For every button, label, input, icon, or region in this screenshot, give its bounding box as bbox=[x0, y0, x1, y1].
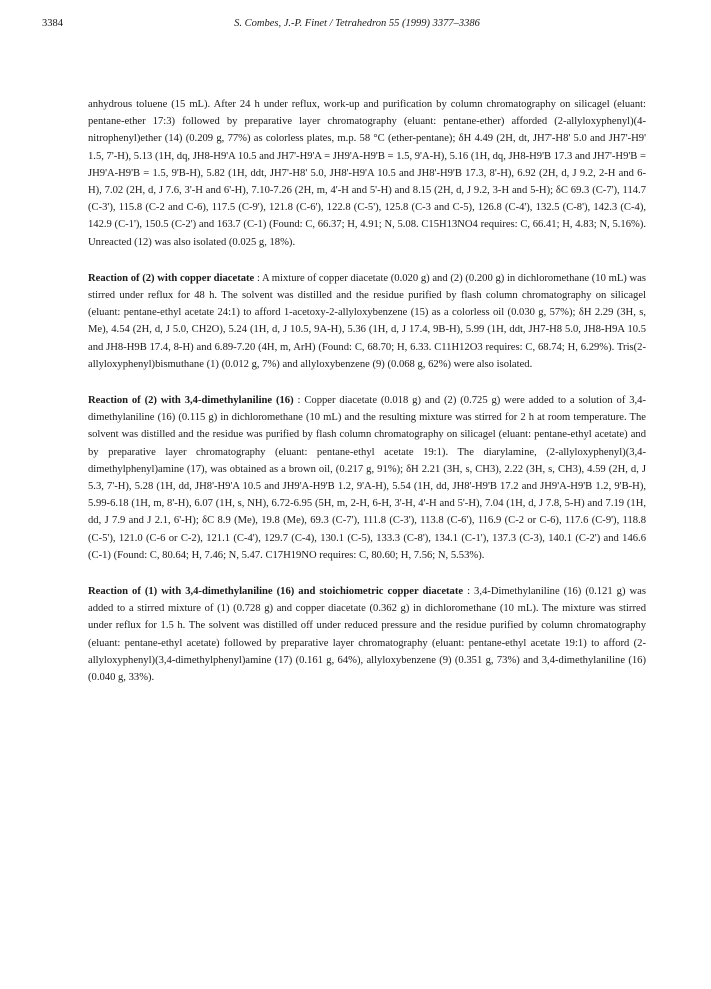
article-body bbox=[88, 96, 646, 705]
running-title: S. Combes, J.-P. Finet / Tetrahedron 55 (1999) 3377–3386 bbox=[234, 18, 480, 29]
paragraph-continuation bbox=[88, 96, 646, 251]
page-header bbox=[42, 18, 672, 34]
paragraph-text: : Copper diacetate (0.018 g) and (2) (0.725 g) were added to a solution of 3,4-dimethylaniline (16) (0.115 g) in dichloromethane (10 mL) and the resulting mixture was stirred for 2 h at room temperature. The solvent was distilled and the residue was purified by flash column chromatography on silicagel (eluant: pentane-ethyl acetate) and by preparative layer chromatography (eluant: pentane-ethyl acetate 19:1). The diarylamine, (2-allyloxyphenyl)(3,4-dimethylphenyl)amine (17), was obtained as a brown oil, (0.217 g, 91%); δH 2.21 (3H, s, CH3), 2.22 (3H, s, CH3), 4.59 (2H, d, J 5.3, 7'-H), 5.28 (1H, dd, JH8'-H9'A 10.5 and JH9'A-H9'B 1.2, 9'A-H), 5.54 (1H, dd, JH8'-H9'B 17.2 and JH9'A-H9'B 1.2, 9'B-H), 5.99-6.18 (1H, m, 8'-H), 6.07 (1H, s, NH), 6.72-6.95 (5H, m, 2-H, 6-H, 3'-H, 4'-H and 5'-H), 7.04 (1H, d, J 7.8, 5-H) and 7.19 (1H, dd, J 7.9 and J 2.1, 6'-H); δC 8.9 (Me), 19.8 (Me), 69.3 (C-7'), 111.8 (C-3'), 113.8 (C-6'), 116.9 (C-2 or C-6), 117.6 (C-9'), 118.8 (C-5'), 121.0 (C-6 or C-2), 121.1 (C-4'), 129.7 (C-4), 130.1 (C-5), 133.3 (C-8'), 134.1 (C-1'), 137.3 (C-3), 140.1 (C-2') and 146.6 (C-1) (Found: C, 80.64; H, 7.46; N, 5.47. C17H19NO requires: C, 80.60; H, 7.56; N, 5.53%). bbox=[88, 395, 646, 561]
paragraph-text: : 3,4-Dimethylaniline (16) (0.121 g) was added to a stirred mixture of (1) (0.728 g) and copper diacetate (0.362 g) in dichloromethane (10 mL). The mixture was stirred under reflux for 1.5 h. The solvent was distilled off under reduced pressure and the residue purified by column chromatography (eluant: pentane-ethyl acetate) followed by preparative layer chromatography (eluant: pentane-ethyl acetate 19:1) to afford (2-allyloxyphenyl)(3,4-dimethylphenyl)amine (17) (0.161 g, 64%), allyloxybenzene (9) (0.351 g, 73%) and 3,4-dimethylaniline (16) (0.040 g, 33%). bbox=[88, 586, 646, 684]
paragraph-stoichiometric bbox=[88, 583, 646, 686]
paragraph-heading: Reaction of (2) with 3,4-dimethylaniline (16) bbox=[88, 395, 294, 407]
paragraph-heading: Reaction of (2) with copper diacetate bbox=[88, 272, 255, 284]
paragraph-copper-diacetate bbox=[88, 270, 646, 373]
paragraph-heading: Reaction of (1) with 3,4-dimethylaniline (16) and stoichiometric copper diacetate bbox=[88, 586, 464, 598]
paragraph-text: anhydrous toluene (15 mL). After 24 h under reflux, work-up and purification by column chromatography on silicagel (eluant: pentane-ether 17:3) followed by preparative layer chromatography (eluant: pentane-ether) afforded (2-allyloxyphenyl)(4-nitrophenyl)ether (14) (0.209 g, 77%) as colorless plates, m.p. 58 °C (ether-pentane); δH 4.49 (2H, dt, JH7'-H8' 5.0 and JH7'-H9' 1.5, 7'-H), 5.13 (1H, dq, JH8-H9'A 10.5 and JH7'-H9'A = JH9'A-H9'B = 1.5, 9'A-H), 5.16 (1H, dq, JH8-H9'B 17.3 and JH7'-H9'B = JH9'A-H9'B = 1.5, 9'B-H), 5.82 (1H, ddt, JH7'-H8' 5.0, JH8'-H9'A 10.5 and JH8'-H9'B 17.3, 8'-H), 6.92 (2H, d, J 9.2, 2-H and 6-H), 7.02 (2H, d, J 7.6, 3'-H and 6'-H), 7.10-7.26 (2H, m, 4'-H and 5'-H) and 8.15 (2H, d, J 9.2, 3-H and 5-H); δC 69.3 (C-7'), 114.7 (C-3'), 115.8 (C-2 and C-6), 117.5 (C-9'), 121.8 (C-6'), 122.8 (C-5'), 125.8 (C-3 and C-5), 126.8 (C-4'), 132.5 (C-8'), 142.3 (C-4), 142.9 (C-1'), 150.5 (C-2') and 163.7 (C-1) (Found: C, 66.37; H, 4.91; N, 5.08. C15H13NO4 requires: C, 66.41; H, 4.83; N, 5.16%). Unreacted (12) was also isolated (0.025 g, 18%). bbox=[88, 99, 646, 248]
paragraph-dimethylaniline bbox=[88, 392, 646, 564]
paragraph-text: : A mixture of copper diacetate (0.020 g) and (2) (0.200 g) in dichloromethane (10 mL) was stirred under reflux for 48 h. The solvent was distilled and the residue purified by flash column chromatography on silicagel (eluant: pentane-ethyl acetate 24:1) to afford 1-acetoxy-2-allyloxybenzene (15) as a colorless oil (0.030 g, 57%); δH 2.29 (3H, s, Me), 4.54 (2H, d, J 5.0, CH2O), 5.24 (1H, d, J 10.5, 9A-H), 5.36 (1H, d, J 17.4, 9B-H), 5.99 (1H, ddt, JH7-H8 5.0, JH8-H9A 10.5 and JH8-H9B 17.4, 8-H) and 6.89-7.20 (4H, m, ArH) (Found: C, 68.70; H, 6.33. C11H12O3 requires: C, 68.74; H, 6.29%). Tris(2-allyloxyphenyl)bismuthane (1) (0.012 g, 7%) and allyloxybenzene (9) (0.068 g, 62%) were also isolated. bbox=[88, 272, 646, 370]
page-number: 3384 bbox=[42, 18, 63, 29]
